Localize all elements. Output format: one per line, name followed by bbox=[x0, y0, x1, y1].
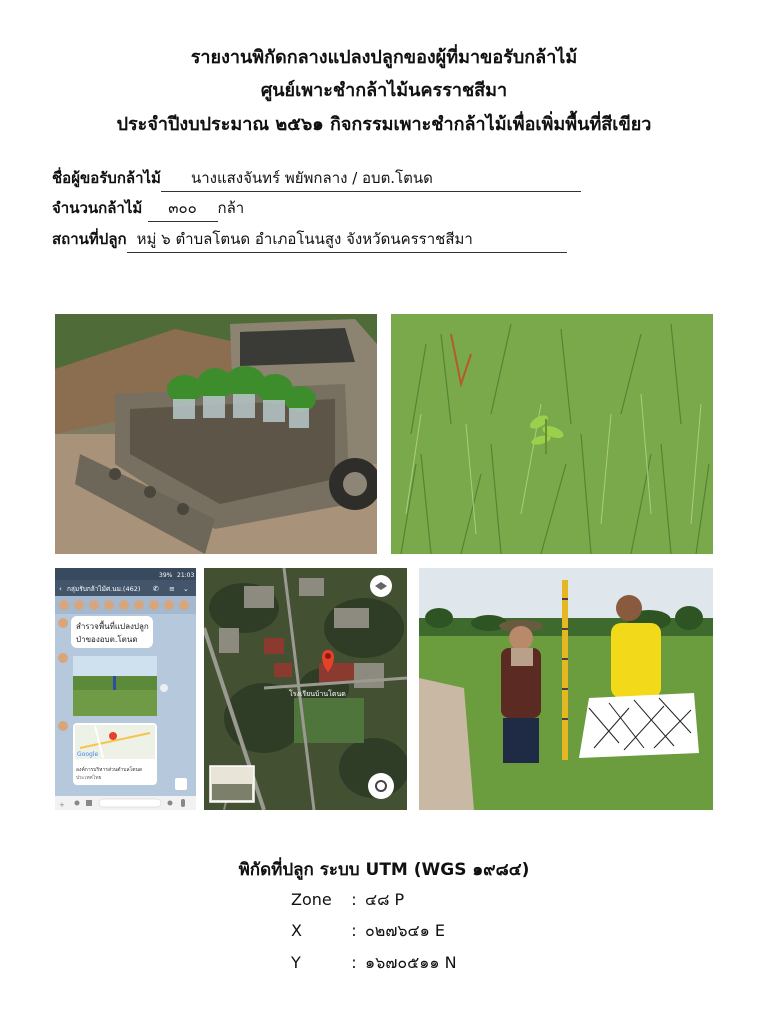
image-icon[interactable] bbox=[86, 800, 92, 806]
share-icon[interactable] bbox=[160, 684, 168, 692]
chat-message-line2: ป่าของอบต.โตนด bbox=[76, 635, 138, 644]
member-avatars bbox=[59, 600, 189, 610]
download-icon[interactable] bbox=[175, 778, 187, 790]
recipient-label: ชื่อผู้ขอรับกล้าไม้ bbox=[52, 169, 161, 187]
sapling-in-grass-photo bbox=[391, 314, 713, 554]
my-location-button[interactable] bbox=[368, 773, 394, 799]
location-caption-line2: ประเทศไทย bbox=[76, 775, 102, 781]
emoji-icon[interactable] bbox=[168, 801, 173, 806]
planting-site-people-photo bbox=[419, 568, 713, 810]
count-unit: กล้า bbox=[217, 199, 245, 217]
location-caption-line1: องค์การบริหารส่วนตำบลโตนด bbox=[76, 767, 143, 773]
zone-label: Zone bbox=[291, 890, 332, 909]
microphone-icon[interactable] bbox=[181, 799, 185, 807]
x-label: X bbox=[291, 921, 302, 940]
truck-seedlings-photo bbox=[55, 314, 377, 554]
message-input[interactable] bbox=[99, 799, 161, 807]
y-separator: : bbox=[351, 953, 357, 972]
zone-separator: : bbox=[351, 890, 357, 909]
x-row bbox=[291, 919, 445, 944]
fiscal-year-activity: ประจำปีงบประมาณ ๒๕๖๑ กิจกรรมเพาะชำกล้าไม้เพื่อเพิ่มพื้นที่สีเขียว bbox=[116, 114, 652, 135]
location-label: สถานที่ปลูก bbox=[52, 230, 127, 248]
school-map-label: โรงเรียนบ้านโตนด bbox=[289, 690, 346, 698]
back-arrow-icon[interactable]: ‹ bbox=[59, 585, 62, 593]
zone-row bbox=[291, 888, 404, 913]
coordinate-system-title: พิกัดที่ปลูก ระบบ UTM (WGS ๑๙๘๔) bbox=[238, 860, 530, 880]
y-label: Y bbox=[291, 953, 301, 972]
google-logo: Google bbox=[77, 751, 99, 758]
chevron-down-icon[interactable]: ⌄ bbox=[183, 585, 189, 593]
recipient-value: นางแสงจันทร์ พยัพกลาง / อบต.โตนด bbox=[161, 166, 581, 192]
count-label: จำนวนกล้าไม้ bbox=[52, 199, 143, 217]
chat-location-message[interactable] bbox=[73, 723, 157, 785]
measuring-pole bbox=[562, 580, 568, 760]
x-separator: : bbox=[351, 921, 357, 940]
status-battery: 39% bbox=[159, 572, 173, 579]
phone-icon[interactable]: ✆ bbox=[153, 585, 159, 593]
add-icon[interactable]: + bbox=[59, 801, 65, 809]
avatar bbox=[58, 721, 68, 731]
satellite-map-screenshot bbox=[204, 568, 407, 810]
report-title: รายงานพิกัดกลางแปลงปลูกของผู้ที่มาขอรับกล้าไม้ bbox=[190, 47, 578, 68]
y-value: ๑๖๗๐๕๑๑ N bbox=[365, 953, 457, 972]
avatar bbox=[58, 653, 68, 663]
count-row bbox=[52, 196, 244, 222]
y-row bbox=[291, 951, 457, 976]
x-value: ๐๒๗๖๔๑ E bbox=[365, 921, 445, 940]
menu-icon[interactable]: ≡ bbox=[169, 585, 175, 593]
camera-icon[interactable] bbox=[75, 801, 80, 806]
avatar bbox=[58, 618, 68, 628]
center-name: ศูนย์เพาะชำกล้าไม้นครราชสีมา bbox=[260, 80, 508, 101]
map-pin-icon bbox=[109, 732, 117, 740]
zone-value: ๔๘ P bbox=[365, 890, 405, 909]
chat-message-line1: สำรวจพื้นที่แปลงปลูก bbox=[76, 622, 149, 631]
location-value: หมู่ ๖ ตำบลโตนด อำเภอโนนสูง จังหวัดนครราชสีมา bbox=[127, 227, 567, 253]
chat-photo-message[interactable] bbox=[73, 656, 157, 716]
recipient-row bbox=[52, 166, 581, 192]
chat-group-name: กลุ่มรับกล้าไม้ศ.นม.(462) bbox=[67, 585, 141, 593]
location-row bbox=[52, 227, 567, 253]
status-time: 21:03 bbox=[177, 572, 195, 579]
line-chat-screenshot bbox=[55, 568, 196, 810]
count-value: ๓๐๐ bbox=[148, 196, 218, 222]
